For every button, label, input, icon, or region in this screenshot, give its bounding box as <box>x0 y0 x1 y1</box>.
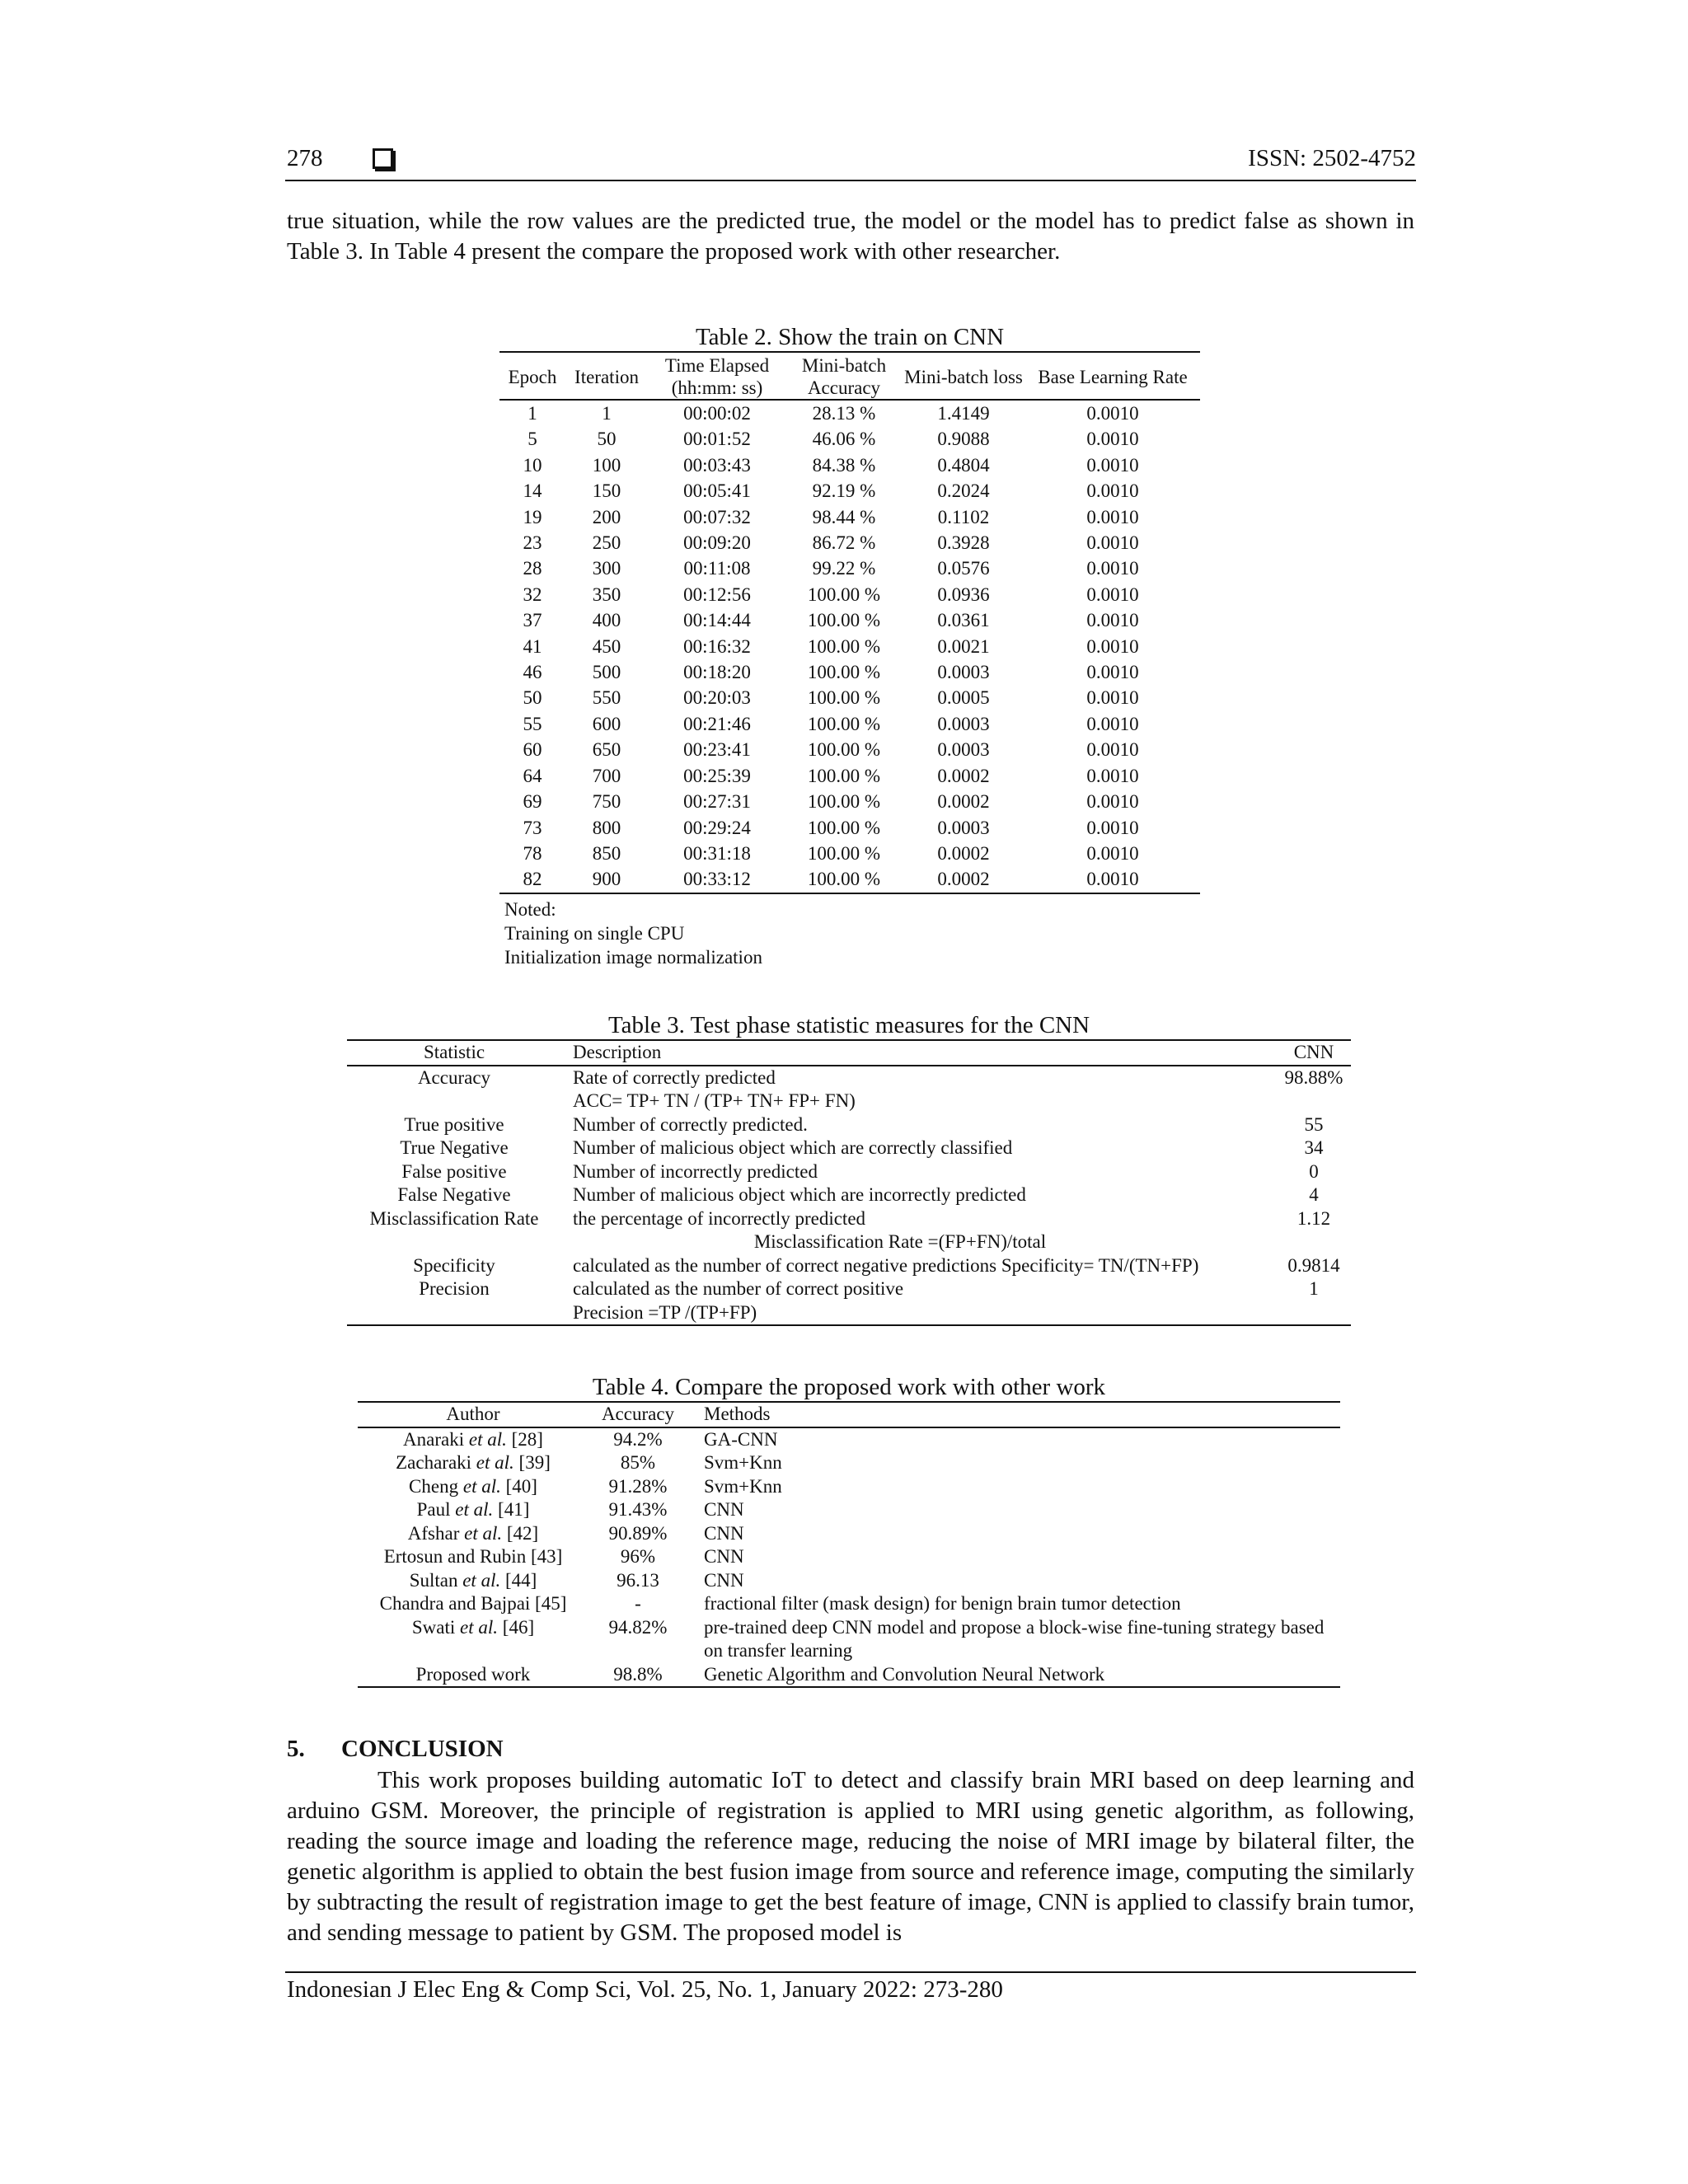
table-row <box>358 1616 1340 1663</box>
cell-time: 00:05:41 <box>683 480 751 502</box>
cell-accuracy: 100.00 % <box>807 817 881 838</box>
cell-iteration: 800 <box>592 817 621 838</box>
col-statistic: Statistic <box>423 1042 485 1062</box>
cell-method: Svm+Knn <box>704 1475 782 1497</box>
cell-time: 00:27:31 <box>683 791 751 813</box>
author-etal: et al. <box>476 1452 514 1473</box>
cell-description <box>561 1113 1277 1137</box>
table-3-header-row <box>347 1040 1351 1066</box>
cell-accuracy: 100.00 % <box>807 610 881 631</box>
cell-method: CNN <box>704 1522 744 1544</box>
table-row <box>499 711 1200 737</box>
cell-learning-rate: 0.0010 <box>1086 506 1139 527</box>
cell-loss: 0.0002 <box>937 791 990 813</box>
author-name: Swati <box>411 1616 456 1638</box>
cell-loss: 0.0361 <box>937 610 990 631</box>
table-row <box>499 478 1200 504</box>
table-row <box>499 659 1200 685</box>
table-row <box>347 1254 1351 1278</box>
cell-epoch: 55 <box>523 713 542 734</box>
cell-iteration: 450 <box>592 635 621 657</box>
cell-accuracy: 100.00 % <box>807 739 881 761</box>
table-4 <box>358 1374 1340 1688</box>
author-ref: [40] <box>505 1475 537 1497</box>
issn: ISSN: 2502-4752 <box>1248 145 1416 171</box>
table-4-grid <box>358 1401 1340 1688</box>
table-row <box>499 400 1200 426</box>
cell-learning-rate: 0.0010 <box>1086 635 1139 657</box>
cell-accuracy: 96.13 <box>617 1569 659 1591</box>
author-name: Afshar <box>407 1522 460 1544</box>
cell-loss: 0.0576 <box>937 558 990 579</box>
cell-description <box>561 1066 1277 1113</box>
col-author: Author <box>446 1404 500 1424</box>
cell-iteration: 550 <box>592 687 621 709</box>
cell-learning-rate: 0.0010 <box>1086 687 1139 709</box>
cell-epoch: 64 <box>523 765 542 786</box>
description-text: Rate of correctly predicted <box>573 1066 776 1088</box>
footer-citation: Indonesian J Elec Eng & Comp Sci, Vol. 25, No. 1, January 2022: 273-280 <box>287 1976 1003 2003</box>
table-row <box>499 841 1200 866</box>
author-ref: [45] <box>535 1593 567 1614</box>
cell-time: 00:29:24 <box>683 817 751 838</box>
cell-loss: 0.0002 <box>937 842 990 864</box>
cell-author <box>358 1498 588 1522</box>
cell-epoch: 37 <box>523 610 542 631</box>
formula-text: Misclassification Rate =(FP+FN)/total <box>753 1231 1047 1252</box>
table-2-notes <box>499 898 1200 969</box>
cell-author <box>358 1522 588 1546</box>
cell-learning-rate: 0.0010 <box>1086 610 1139 631</box>
table-row <box>499 815 1200 841</box>
cell-accuracy: 94.2% <box>613 1428 663 1450</box>
table-2-grid <box>499 351 1200 894</box>
cell-accuracy: 100.00 % <box>807 791 881 813</box>
author-name: Chandra and Bajpai <box>379 1593 531 1614</box>
cell-statistic: Precision <box>419 1278 490 1299</box>
cell-learning-rate: 0.0010 <box>1086 480 1139 502</box>
table-row <box>358 1569 1340 1593</box>
cell-statistic: Specificity <box>413 1254 495 1276</box>
table-row <box>347 1277 1351 1325</box>
header-rule <box>285 180 1416 181</box>
cell-learning-rate: 0.0010 <box>1086 791 1139 813</box>
table-row <box>499 866 1200 893</box>
table-row <box>358 1592 1340 1616</box>
cell-value: 34 <box>1304 1137 1324 1158</box>
col-time-elapsed: Time Elapsed (hh:mm: ss) <box>664 355 770 398</box>
cell-accuracy: 100.00 % <box>807 635 881 657</box>
col-epoch: Epoch <box>508 366 557 387</box>
table-row <box>358 1663 1340 1688</box>
cell-learning-rate: 0.0010 <box>1086 583 1139 605</box>
table-row <box>347 1183 1351 1207</box>
table-row <box>358 1545 1340 1569</box>
cell-loss: 0.0003 <box>937 817 990 838</box>
checkbox-square-icon <box>373 148 393 169</box>
table-2-note-line: Noted: <box>504 898 556 920</box>
table-row <box>347 1207 1351 1254</box>
description-text: calculated as the number of correct negative predictions Specificity= TN/(TN+FP) <box>573 1254 1199 1276</box>
cell-iteration: 750 <box>592 791 621 813</box>
description-text: Number of incorrectly predicted <box>573 1160 818 1182</box>
table-4-body <box>358 1427 1340 1688</box>
cell-accuracy: 91.28% <box>608 1475 668 1497</box>
author-name: Sultan <box>409 1569 458 1591</box>
description-text: calculated as the number of correct positive <box>573 1278 904 1299</box>
author-ref: [43] <box>530 1546 563 1567</box>
table-row <box>499 607 1200 633</box>
cell-statistic: True positive <box>404 1113 504 1135</box>
author-name: Ertosun and Rubin <box>383 1546 527 1567</box>
cell-accuracy: 100.00 % <box>807 842 881 864</box>
cell-time: 00:23:41 <box>683 739 751 761</box>
cell-epoch: 69 <box>523 791 542 813</box>
cell-learning-rate: 0.0010 <box>1086 842 1139 864</box>
description-text: the percentage of incorrectly predicted <box>573 1207 866 1229</box>
cell-author <box>358 1569 588 1593</box>
table-row <box>499 426 1200 452</box>
cell-accuracy: 92.19 % <box>812 480 876 502</box>
cell-time: 00:20:03 <box>683 687 751 709</box>
cell-loss: 0.0002 <box>937 765 990 786</box>
cell-loss: 0.0021 <box>937 635 990 657</box>
cell-epoch: 41 <box>523 635 542 657</box>
cell-learning-rate: 0.0010 <box>1086 817 1139 838</box>
cell-time: 00:14:44 <box>683 610 751 631</box>
cell-epoch: 78 <box>523 842 542 864</box>
author-name: Cheng <box>409 1475 459 1497</box>
cell-epoch: 14 <box>523 480 542 502</box>
cell-accuracy: 98.8% <box>613 1663 663 1685</box>
cell-accuracy: 99.22 % <box>812 558 876 579</box>
table-3-body <box>347 1066 1351 1326</box>
author-etal: et al. <box>462 1475 501 1497</box>
cell-time: 00:21:46 <box>683 713 751 734</box>
cell-learning-rate: 0.0010 <box>1086 403 1139 424</box>
table-row <box>499 634 1200 659</box>
cell-iteration: 600 <box>592 713 621 734</box>
table-row <box>358 1451 1340 1475</box>
cell-accuracy: 84.38 % <box>812 454 876 476</box>
cell-statistic: True Negative <box>400 1137 509 1158</box>
cell-iteration: 200 <box>592 506 621 527</box>
cell-loss: 0.2024 <box>937 480 990 502</box>
page-number-text: 278 <box>287 145 323 171</box>
formula-text: ACC= TP+ TN / (TP+ TN+ FP+ FN) <box>573 1090 856 1111</box>
section-title: CONCLUSION <box>341 1736 504 1762</box>
cell-iteration: 700 <box>592 765 621 786</box>
cell-time: 00:16:32 <box>683 635 751 657</box>
cell-loss: 0.0005 <box>937 687 990 709</box>
cell-value: 1 <box>1309 1278 1319 1299</box>
cell-loss: 0.3928 <box>937 532 990 554</box>
cell-learning-rate: 0.0010 <box>1086 429 1139 450</box>
table-row <box>499 530 1200 555</box>
cell-method: CNN <box>704 1546 744 1567</box>
cell-loss: 0.0003 <box>937 713 990 734</box>
cell-iteration: 500 <box>592 662 621 683</box>
cell-description <box>561 1160 1277 1184</box>
author-name: Proposed work <box>415 1663 531 1685</box>
cell-epoch: 19 <box>523 506 542 527</box>
cell-epoch: 5 <box>528 429 537 450</box>
col-base-learning-rate: Base Learning Rate <box>1038 366 1188 387</box>
author-ref: [46] <box>502 1616 535 1638</box>
cell-time: 00:07:32 <box>683 506 751 527</box>
table-row <box>347 1160 1351 1184</box>
cell-description <box>561 1137 1277 1160</box>
cell-time: 00:09:20 <box>683 532 751 554</box>
table-3-grid <box>347 1039 1351 1326</box>
table-row <box>358 1498 1340 1522</box>
table-row <box>347 1137 1351 1160</box>
author-ref: [41] <box>498 1499 530 1520</box>
table-row <box>499 555 1200 581</box>
cell-accuracy: 90.89% <box>608 1522 668 1544</box>
table-row <box>499 452 1200 478</box>
cell-description <box>561 1277 1277 1325</box>
cell-author <box>358 1663 588 1688</box>
table-row <box>358 1522 1340 1546</box>
cell-loss: 1.4149 <box>937 403 990 424</box>
cell-epoch: 46 <box>523 662 542 683</box>
cell-iteration: 350 <box>592 583 621 605</box>
author-name: Paul <box>416 1499 451 1520</box>
table-2 <box>499 324 1200 969</box>
cell-learning-rate: 0.0010 <box>1086 662 1139 683</box>
cell-accuracy: 86.72 % <box>812 532 876 554</box>
cell-author <box>358 1545 588 1569</box>
cell-accuracy: 91.43% <box>608 1499 668 1520</box>
cell-accuracy: 96% <box>620 1546 656 1567</box>
cell-method: CNN <box>704 1499 744 1520</box>
cell-iteration: 100 <box>592 454 621 476</box>
description-text: Number of correctly predicted. <box>573 1113 808 1135</box>
author-etal: et al. <box>462 1569 501 1591</box>
cell-epoch: 82 <box>523 869 542 890</box>
cell-accuracy: - <box>635 1593 641 1614</box>
table-row <box>499 685 1200 710</box>
table-2-body <box>499 400 1200 893</box>
cell-iteration: 50 <box>597 429 617 450</box>
cell-learning-rate: 0.0010 <box>1086 739 1139 761</box>
cell-time: 00:11:08 <box>683 558 751 579</box>
cell-statistic: False Negative <box>397 1184 511 1205</box>
table-2-note-line: Initialization image normalization <box>504 946 762 968</box>
cell-iteration: 650 <box>592 739 621 761</box>
table-row <box>499 504 1200 530</box>
cell-author <box>358 1592 588 1616</box>
table-4-caption: Table 4. Compare the proposed work with other work <box>592 1374 1106 1400</box>
cell-iteration: 1 <box>602 403 612 424</box>
cell-loss: 0.4804 <box>937 454 990 476</box>
cell-author <box>358 1451 588 1475</box>
author-etal: et al. <box>460 1616 499 1638</box>
cell-time: 00:33:12 <box>683 869 751 890</box>
cell-learning-rate: 0.0010 <box>1086 454 1139 476</box>
cell-accuracy: 100.00 % <box>807 662 881 683</box>
cell-loss: 0.1102 <box>937 506 990 527</box>
table-row <box>499 582 1200 607</box>
formula-text: Precision =TP /(TP+FP) <box>573 1301 757 1323</box>
cell-learning-rate: 0.0010 <box>1086 532 1139 554</box>
table-4-header-row <box>358 1402 1340 1427</box>
table-2-note-line: Training on single CPU <box>504 922 685 944</box>
cell-value: 55 <box>1304 1113 1324 1135</box>
cell-accuracy: 28.13 % <box>812 403 876 424</box>
cell-loss: 0.0003 <box>937 739 990 761</box>
section-number: 5. <box>287 1736 305 1762</box>
cell-epoch: 1 <box>528 403 537 424</box>
author-name: Zacharaki <box>396 1452 472 1473</box>
cell-iteration: 900 <box>592 869 621 890</box>
table-2-header-row <box>499 352 1200 400</box>
cell-accuracy: 98.44 % <box>812 506 876 527</box>
cell-accuracy: 100.00 % <box>807 765 881 786</box>
cell-epoch: 50 <box>523 687 542 709</box>
cell-iteration: 250 <box>592 532 621 554</box>
page-number <box>287 145 393 172</box>
table-row <box>499 763 1200 789</box>
cell-method: fractional filter (mask design) for benign brain tumor detection <box>704 1593 1181 1614</box>
author-ref: [44] <box>504 1569 537 1591</box>
cell-accuracy: 85% <box>620 1452 656 1473</box>
cell-method: Genetic Algorithm and Convolution Neural Network <box>704 1663 1105 1685</box>
cell-loss: 0.0003 <box>937 662 990 683</box>
author-ref: [42] <box>506 1522 539 1544</box>
cell-loss: 0.9088 <box>937 429 990 450</box>
cell-description <box>561 1207 1277 1254</box>
cell-epoch: 32 <box>523 583 542 605</box>
cell-method: pre-trained deep CNN model and propose a block-wise fine-tuning strategy based on transfer learning <box>704 1616 1325 1661</box>
cell-description <box>561 1254 1277 1278</box>
table-3 <box>347 1012 1351 1326</box>
col-methods: Methods <box>704 1404 771 1424</box>
cell-accuracy: 46.06 % <box>812 429 876 450</box>
table-row <box>347 1066 1351 1113</box>
description-text: Number of malicious object which are correctly classified <box>573 1137 1013 1158</box>
col-minibatch-accuracy: Mini-batch Accuracy <box>801 355 887 398</box>
cell-method: Svm+Knn <box>704 1452 782 1473</box>
cell-statistic: False positive <box>401 1160 507 1182</box>
table-2-caption: Table 2. Show the train on CNN <box>695 324 1005 350</box>
table-row <box>499 737 1200 762</box>
col-accuracy: Accuracy <box>601 1404 675 1424</box>
cell-epoch: 23 <box>523 532 542 554</box>
cell-accuracy: 94.82% <box>608 1616 668 1638</box>
cell-method: CNN <box>704 1569 744 1591</box>
author-etal: et al. <box>468 1428 507 1450</box>
section-heading <box>287 1736 504 1763</box>
cell-time: 00:25:39 <box>683 765 751 786</box>
cell-time: 00:03:43 <box>683 454 751 476</box>
cell-statistic: Accuracy <box>417 1066 491 1088</box>
cell-iteration: 150 <box>592 480 621 502</box>
cell-iteration: 850 <box>592 842 621 864</box>
cell-author <box>358 1475 588 1499</box>
cell-time: 00:18:20 <box>683 662 751 683</box>
cell-loss: 0.0936 <box>937 583 990 605</box>
table-3-caption: Table 3. Test phase statistic measures for the CNN <box>607 1012 1090 1038</box>
cell-epoch: 28 <box>523 558 542 579</box>
cell-value: 0 <box>1309 1160 1319 1182</box>
cell-loss: 0.0002 <box>937 869 990 890</box>
cell-iteration: 300 <box>592 558 621 579</box>
footer-rule <box>285 1971 1416 1973</box>
cell-accuracy: 100.00 % <box>807 869 881 890</box>
author-ref: [39] <box>518 1452 551 1473</box>
cell-iteration: 400 <box>592 610 621 631</box>
col-description: Description <box>573 1042 662 1062</box>
cell-learning-rate: 0.0010 <box>1086 558 1139 579</box>
author-etal: et al. <box>464 1522 503 1544</box>
cell-value: 1.12 <box>1296 1207 1331 1229</box>
description-text: Number of malicious object which are incorrectly predicted <box>573 1184 1026 1205</box>
cell-description <box>561 1183 1277 1207</box>
cell-learning-rate: 0.0010 <box>1086 765 1139 786</box>
col-minibatch-loss: Mini-batch loss <box>904 366 1023 387</box>
cell-method: GA-CNN <box>704 1428 778 1450</box>
table-row <box>499 789 1200 814</box>
cell-epoch: 10 <box>523 454 542 476</box>
cell-accuracy: 100.00 % <box>807 687 881 709</box>
cell-author <box>358 1616 588 1663</box>
col-cnn: CNN <box>1293 1042 1334 1062</box>
cell-time: 00:31:18 <box>683 842 751 864</box>
intro-paragraph: true situation, while the row values are the predicted true, the model or the model has to predict false as shown in Table 3. In Table 4 present the compare the proposed work with other researcher. <box>287 208 1414 265</box>
table-row <box>347 1113 1351 1137</box>
cell-time: 00:12:56 <box>683 583 751 605</box>
author-ref: [28] <box>511 1428 543 1450</box>
cell-epoch: 60 <box>523 739 542 761</box>
cell-accuracy: 100.00 % <box>807 713 881 734</box>
cell-time: 00:01:52 <box>683 429 751 450</box>
author-name: Anaraki <box>403 1428 465 1450</box>
conclusion-paragraph: This work proposes building automatic IoT to detect and classify brain MRI based on deep learning and arduino GSM. Moreover, the principle of registration is applied to MRI using genetic algorithm, as following, reading the source image and loading the reference mage, reducing the noise of MRI image by bilateral filter, the genetic algorithm is applied to obtain the best fusion image from source and reference image, computing the similarly by subtracting the result of registration image to get the best feature of image, CNN is applied to classify brain tumor, and sending message to patient by GSM. The proposed model is <box>287 1767 1414 1946</box>
cell-learning-rate: 0.0010 <box>1086 869 1139 890</box>
cell-accuracy: 100.00 % <box>807 583 881 605</box>
author-etal: et al. <box>455 1499 494 1520</box>
cell-value: 4 <box>1309 1184 1319 1205</box>
table-row <box>358 1475 1340 1499</box>
cell-value: 98.88% <box>1284 1066 1343 1088</box>
cell-learning-rate: 0.0010 <box>1086 713 1139 734</box>
cell-statistic: Misclassification Rate <box>369 1207 539 1229</box>
cell-time: 00:00:02 <box>683 403 751 424</box>
cell-author <box>358 1427 588 1452</box>
col-iteration: Iteration <box>574 366 639 387</box>
cell-epoch: 73 <box>523 817 542 838</box>
table-row <box>358 1427 1340 1452</box>
cell-value: 0.9814 <box>1287 1254 1340 1276</box>
